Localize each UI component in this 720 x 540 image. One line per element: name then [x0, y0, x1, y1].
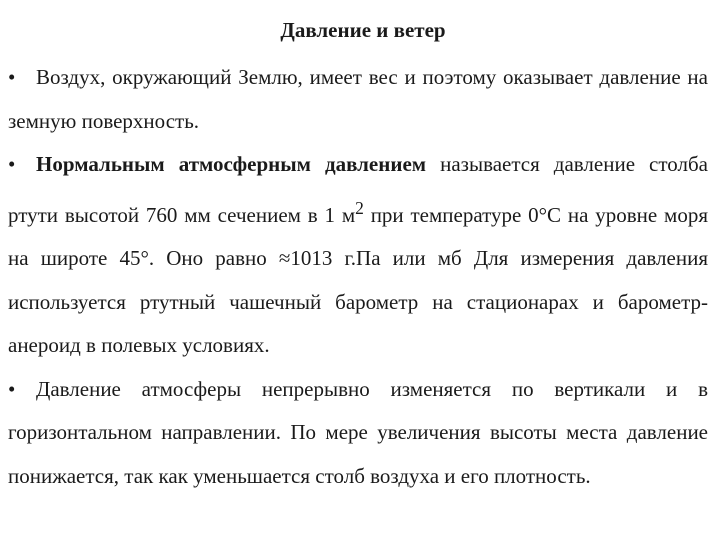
bullet-paragraph-1 [8, 56, 708, 143]
bullet-icon: • [8, 152, 16, 176]
term-highlight: Нормальным атмосферным давлением [36, 152, 427, 176]
paragraph-text: при температуре 0°С на уровне моря на широте 45°. Оно равно ≈1013 г.Па или мб Для измерения давления используется ртутный чашечный барометр на стационарах и барометр-анероид в полевых условиях. [8, 202, 709, 357]
paragraph-text: Воздух, окружающий Землю, имеет вес и поэтому оказывает давление на земную поверхность. [8, 65, 708, 133]
bullet-paragraph-2 [8, 143, 708, 368]
slide-content [8, 56, 708, 498]
paragraph-text: называется давление столба ртути высотой 760 мм сечением в 1 м [8, 152, 708, 227]
superscript: 2 [355, 197, 364, 218]
bullet-icon: • [8, 65, 16, 89]
bullet-paragraph-3 [8, 368, 708, 499]
bullet-icon: • [8, 376, 16, 401]
paragraph-text: Давление атмосферы непрерывно изменяется по вертикали и в горизонтальном направлении. По мере увеличения высоты места давление понижается, так как уменьшается столб воздуха и его плотность. [8, 376, 708, 488]
slide-title: Давление и ветер [280, 18, 446, 42]
